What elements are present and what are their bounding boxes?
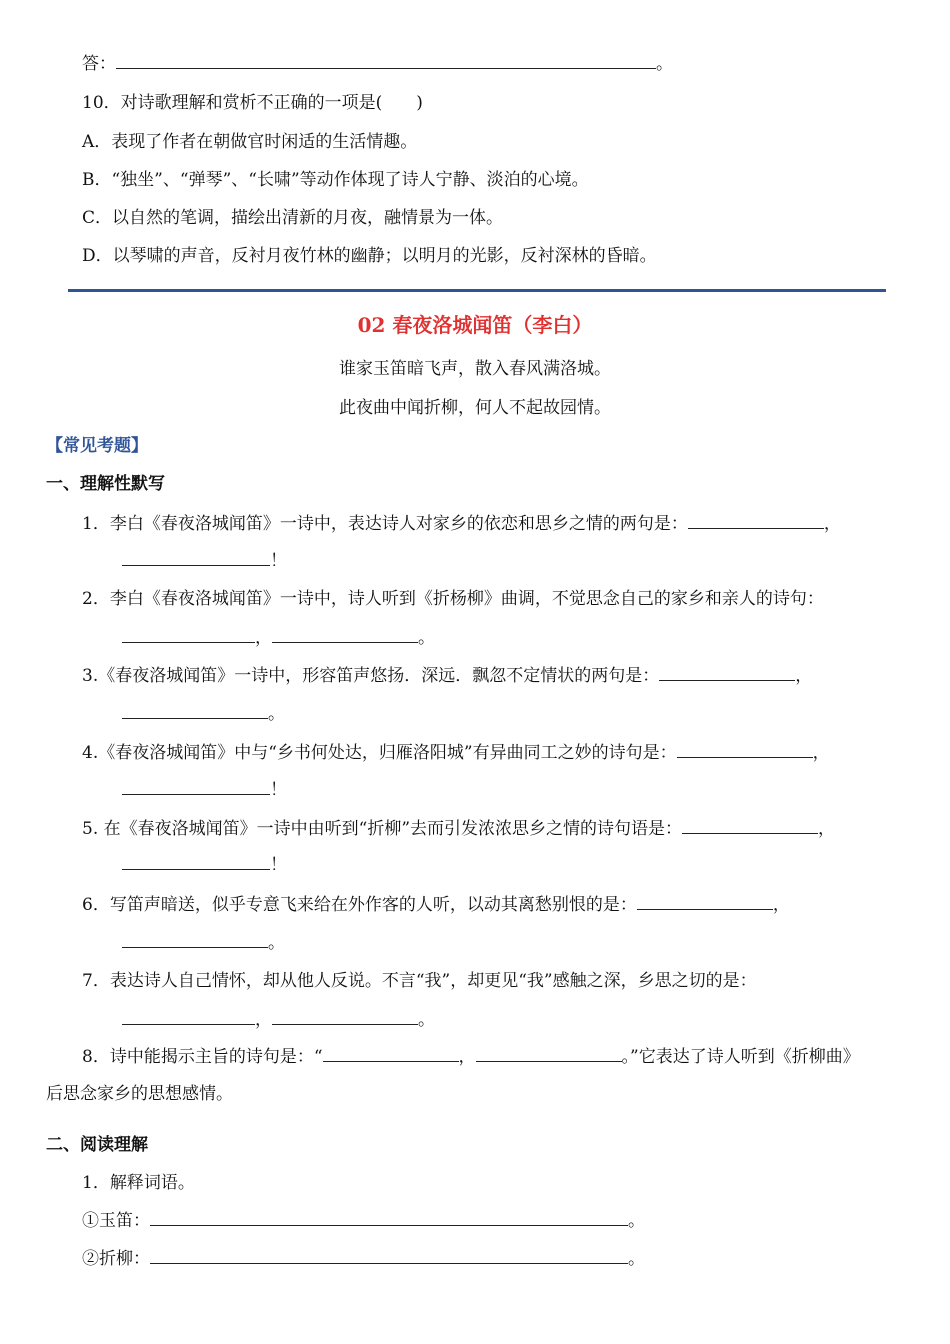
- blank-jade-flute[interactable]: [150, 1209, 628, 1226]
- option-b[interactable]: B．“独坐”、“弹琴”、“长啸”等动作体现了诗人宁静、淡泊的心境。: [82, 170, 589, 190]
- section-1-heading: 一、理解性默写: [46, 474, 165, 494]
- fill-question-8-cont: 后思念家乡的思想感情。: [46, 1084, 233, 1104]
- poem-line-2: 此夜曲中闻折柳，何人不起故园情。: [339, 398, 611, 418]
- blank-8b[interactable]: [476, 1045, 622, 1062]
- blank-willow[interactable]: [150, 1247, 628, 1264]
- blank-5a[interactable]: [682, 817, 818, 834]
- blank-7b[interactable]: [272, 1008, 418, 1025]
- fill-question-2-cont: ， 。: [122, 626, 435, 650]
- blank-7a[interactable]: [122, 1008, 255, 1025]
- fill-question-5: 5. 在《春夜洛城闻笛》一诗中由听到“折柳”去而引发浓浓思乡之情的诗句语是： ，: [82, 819, 836, 839]
- answer-line: 答： 。: [82, 54, 673, 74]
- blank-2b[interactable]: [272, 626, 418, 643]
- blank-1b[interactable]: [122, 549, 270, 566]
- reading-question-1: 1．解释词语。: [82, 1173, 195, 1193]
- term-jade-flute: ①玉笛： 。: [82, 1211, 645, 1231]
- section-divider: [68, 289, 886, 292]
- blank-2a[interactable]: [122, 626, 255, 643]
- option-c[interactable]: C．以自然的笔调，描绘出清新的月夜，融情景为一体。: [82, 208, 504, 228]
- blank-5b[interactable]: [122, 853, 270, 870]
- common-questions-tag: 【常见考题】: [46, 436, 148, 456]
- blank-1a[interactable]: [688, 512, 824, 529]
- blank-6a[interactable]: [637, 893, 773, 910]
- fill-question-7: 7．表达诗人自己情怀，却从他人反说。不言“我”，却更见“我”感触之深，乡思之切的是：: [82, 971, 757, 991]
- fill-question-4: 4.《春夜洛城闻笛》中与“乡书何处达，归雁洛阳城”有异曲同工之妙的诗句是： ，: [82, 743, 830, 763]
- blank-4a[interactable]: [677, 741, 813, 758]
- fill-question-3-cont: 。: [122, 702, 285, 726]
- blank-8a[interactable]: [323, 1045, 459, 1062]
- answer-blank[interactable]: [116, 52, 656, 69]
- fill-question-1-cont: ！: [122, 549, 287, 573]
- section-2-heading: 二、阅读理解: [46, 1135, 148, 1155]
- blank-3b[interactable]: [122, 702, 268, 719]
- fill-question-8: 8．诗中能揭示主旨的诗句是：“ ， 。”它表达了诗人听到《折柳曲》: [82, 1047, 860, 1067]
- term-willow: ②折柳： 。: [82, 1249, 645, 1269]
- fill-question-2: 2．李白《春夜洛城闻笛》一诗中，诗人听到《折杨柳》曲调，不觉思念自己的家乡和亲人的诗句：: [82, 589, 824, 609]
- fill-question-7-cont: ， 。: [122, 1008, 435, 1032]
- fill-question-3: 3.《春夜洛城闻笛》一诗中，形容笛声悠扬．深远．飘忽不定情状的两句是： ，: [82, 666, 813, 686]
- question-10: 10．对诗歌理解和赏析不正确的一项是( ): [82, 93, 423, 113]
- option-d[interactable]: D．以琴啸的声音，反衬月夜竹林的幽静；以明月的光影，反衬深林的昏暗。: [82, 246, 657, 266]
- blank-4b[interactable]: [122, 778, 270, 795]
- fill-question-5-cont: ！: [122, 853, 287, 877]
- blank-3a[interactable]: [659, 664, 795, 681]
- fill-question-6-cont: 。: [122, 931, 285, 955]
- poem-line-1: 谁家玉笛暗飞声，散入春风满洛城。: [339, 359, 611, 379]
- fill-question-6: 6．写笛声暗送，似乎专意飞来给在外作客的人听，以动其离愁别恨的是： ，: [82, 895, 790, 915]
- poem-title: 02 春夜洛城闻笛（李白）: [357, 313, 593, 337]
- option-a[interactable]: A．表现了作者在朝做官时闲适的生活情趣。: [82, 132, 418, 152]
- fill-question-4-cont: ！: [122, 778, 287, 802]
- fill-question-1: 1．李白《春夜洛城闻笛》一诗中，表达诗人对家乡的依恋和思乡之情的两句是： ，: [82, 514, 841, 534]
- blank-6b[interactable]: [122, 931, 268, 948]
